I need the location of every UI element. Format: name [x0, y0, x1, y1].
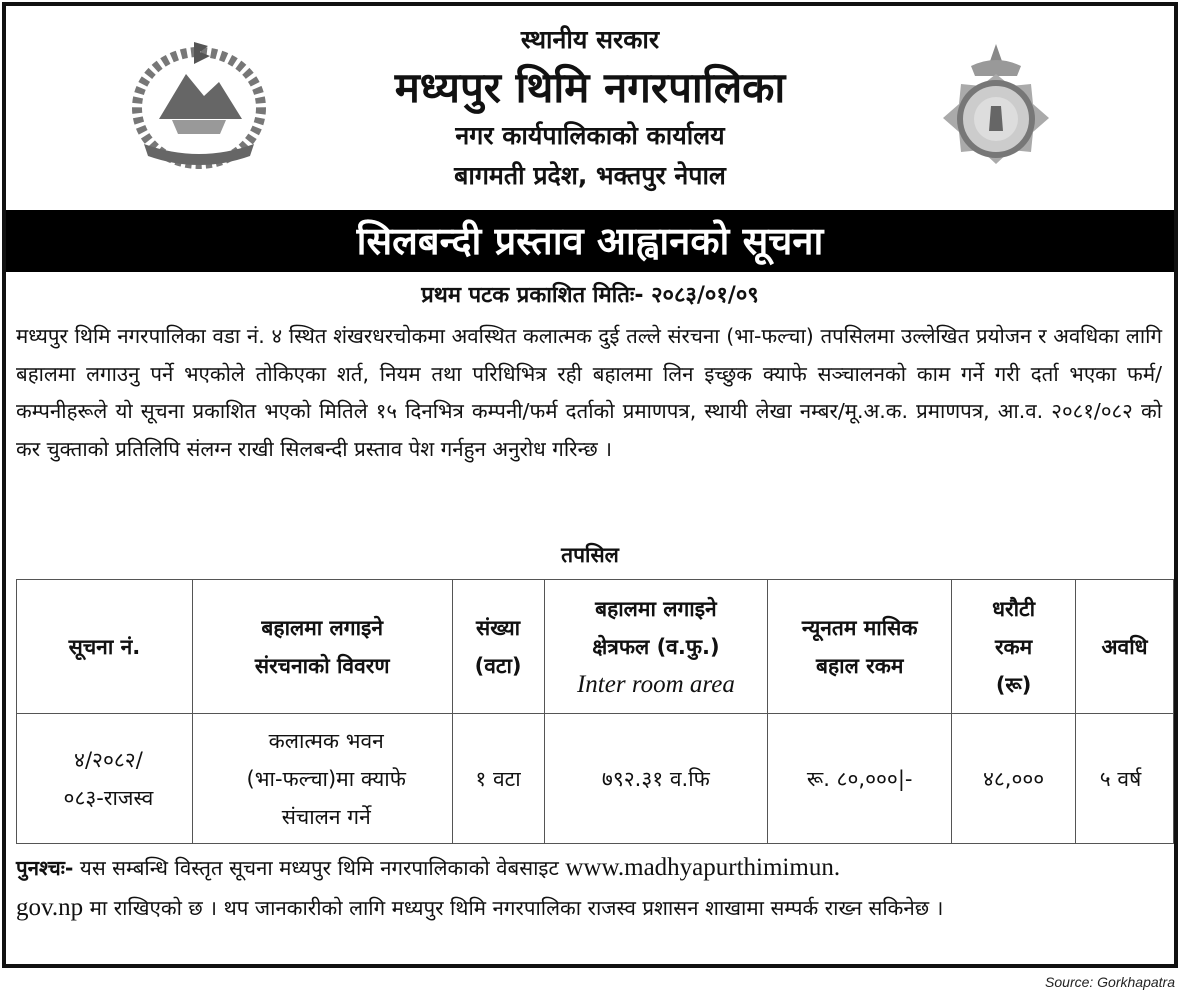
col-deposit: धरौटी रकम (रू)	[952, 580, 1076, 714]
header-local-government: स्थानीय सरकार	[520, 25, 660, 54]
col-notice-no: सूचना नं.	[17, 580, 193, 714]
col-duration: अवधि	[1076, 580, 1174, 714]
postscript-label: पुनश्चः-	[16, 856, 74, 880]
col-area: बहालमा लगाइने क्षेत्रफल (व.फु.) Inter room area	[544, 580, 768, 714]
postscript-text-2: मा राखिएको छ । थप जानकारीको लागि मध्यपुर थिमि नगरपालिका राजस्व प्रशासन शाखामा सम्पर्क राख्न सकिनेछ ।	[83, 896, 944, 920]
notice-body-paragraph: मध्यपुर थिमि नगरपालिका वडा नं. ४ स्थित शंखरधरचोकमा अवस्थित कलात्मक दुई तल्ले संरचना (भा-फल्चा) तपसिलमा उल्लेखित प्रयोजन र अवधिका लागि बहालमा लगाउनु पर्ने भएकोले तोकिएका शर्त, नियम तथा परिधिभित्र रही बहालमा लिन इच्छुक क्याफे सञ्चालनको काम गर्ने गरी दर्ता भएका फर्म/कम्पनीहरूले यो सूचना प्रकाशित भएको मितिले १५ दिनभित्र कम्पनी/फर्म दर्ताको प्रमाणपत्र, स्थायी लेखा नम्बर/मू.अ.क. प्रमाणपत्र, आ.व. २०८१/०८२ को कर चुक्ताको प्रतिलिपि संलग्न राखी सिलबन्दी प्रस्ताव पेश गर्नहुन अनुरोध गरिन्छ ।	[16, 324, 1162, 461]
cell-description: कलात्मक भवन (भा-फल्चा)मा क्याफे संचालन गर्ने	[192, 714, 452, 844]
cell-duration: ५ वर्ष	[1076, 714, 1174, 844]
postscript-text-1: यस सम्बन्धि विस्तृत सूचना मध्यपुर थिमि नगरपालिकाको वेबसाइट	[73, 856, 566, 880]
website-link[interactable]: www.madhyapurthimimun. gov.np	[16, 854, 841, 921]
cell-min-monthly-rent: रू. ८०,०००|-	[768, 714, 952, 844]
postscript	[16, 848, 1162, 928]
header-address: बागमती प्रदेश, भक्तपुर नेपाल	[454, 161, 726, 190]
cell-notice-no: ४/२०८२/ ०८३-राजस्व	[17, 714, 193, 844]
col-min-monthly-rent: न्यूनतम मासिक बहाल रकम	[768, 580, 952, 714]
header-office-name: नगर कार्यपालिकाको कार्यालय	[455, 121, 725, 150]
header-municipality-name: मध्यपुर थिमि नगरपालिका	[394, 63, 786, 112]
schedule-title: तपसिल	[561, 543, 619, 567]
col-description: बहालमा लगाइने संरचनाको विवरण	[192, 580, 452, 714]
first-publication-date: प्रथम पटक प्रकाशित मितिः- २०८३/०१/०९	[421, 283, 759, 308]
cell-deposit: ४८,०००	[952, 714, 1076, 844]
source-credit: Source: Gorkhapatra	[1045, 974, 1175, 990]
notice-header	[6, 6, 1174, 206]
schedule-table	[16, 579, 1174, 844]
municipality-logo-icon	[931, 36, 1061, 186]
table-row	[17, 714, 1174, 844]
cell-quantity: १ वटा	[452, 714, 544, 844]
tender-notice	[2, 2, 1178, 968]
table-header-row	[17, 580, 1174, 714]
col-quantity: संख्या (वटा)	[452, 580, 544, 714]
notice-title-banner: सिलबन्दी प्रस्ताव आह्वानको सूचना	[6, 210, 1174, 272]
cell-area: ७९२.३१ व.फि	[544, 714, 768, 844]
